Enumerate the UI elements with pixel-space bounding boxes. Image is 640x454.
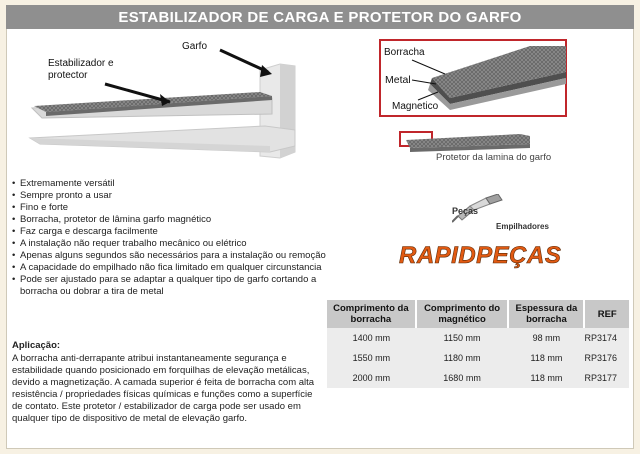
label-borracha: Borracha [384,47,425,58]
feature-list [12,178,327,298]
logo-brand: RAPIDPEÇAS [399,242,562,269]
table-row [327,368,629,388]
table-cell: 2000 mm [327,368,416,388]
logo-text-empilhadores: Empilhadores [496,222,549,231]
table-cell: 118 mm [508,368,584,388]
feature-item: • Apenas alguns segundos são necessários para a instalação ou remoção [12,250,327,262]
table-cell: 1680 mm [416,368,509,388]
feature-item: • Faz carga e descarga facilmente [12,226,327,238]
table-cell: RP3174 [584,328,629,348]
table-cell: 1400 mm [327,328,416,348]
feature-item: • Sempre pronto a usar [12,190,327,202]
table-cell: RP3177 [584,368,629,388]
label-garfo: Garfo [182,41,208,52]
feature-item: • Borracha, protetor de lâmina garfo magnético [12,214,327,226]
feature-item: • A instalação não requer trabalho mecânico ou elétrico [12,238,327,250]
table-cell: RP3176 [584,348,629,368]
application-text: A borracha anti-derrapante atribui instantaneamente segurança e estabilidade quando posicionado em forquilhas de elevação metálicas, devido a magnetização. A camada superior é feita de borracha com alta resistência / propriedades físicas químicas e funções como a superfície de contato. Este protetor / estabilizador de carga pode ser usado em qualquer tipo de dispositivo de metal de elevação garfo. [12,353,315,424]
logo-text-pecas: Peças [452,206,479,216]
table-cell: 1180 mm [416,348,509,368]
label-estabilizador: Estabilizador e protector [48,58,114,81]
feature-item: • A capacidade do empilhado não fica limitado em qualquer circunstancia [12,262,327,274]
feature-item: • Pode ser ajustado para se adaptar a qualquer tipo de garfo cortando a borracha ou dobrar a tira de metal [12,274,327,298]
label-metal: Metal [385,74,411,86]
table-row [327,328,629,348]
table-row [327,348,629,368]
table-header-row [327,300,629,328]
label-magnetico: Magnetico [392,101,439,112]
header-comprimento-magnetico: Comprimento do magnético [416,300,509,328]
feature-item: • Extremamente versátil [12,178,327,190]
header-comprimento-borracha: Comprimento da borracha [327,300,416,328]
application-title: Aplicação: [12,340,61,351]
feature-item: • Fino e forte [12,202,327,214]
spec-table [327,300,629,388]
protector-caption: Protetor da lamina do garfo [436,152,552,163]
fork-illustration [10,34,310,164]
table-cell: 1550 mm [327,348,416,368]
page-title: ESTABILIZADOR DE CARGA E PROTETOR DO GARFO [6,5,634,29]
table-cell: 98 mm [508,328,584,348]
table-cell: 118 mm [508,348,584,368]
header-espessura: Espessura da borracha [508,300,584,328]
table-cell: 1150 mm [416,328,509,348]
header-ref: REF [584,300,629,328]
